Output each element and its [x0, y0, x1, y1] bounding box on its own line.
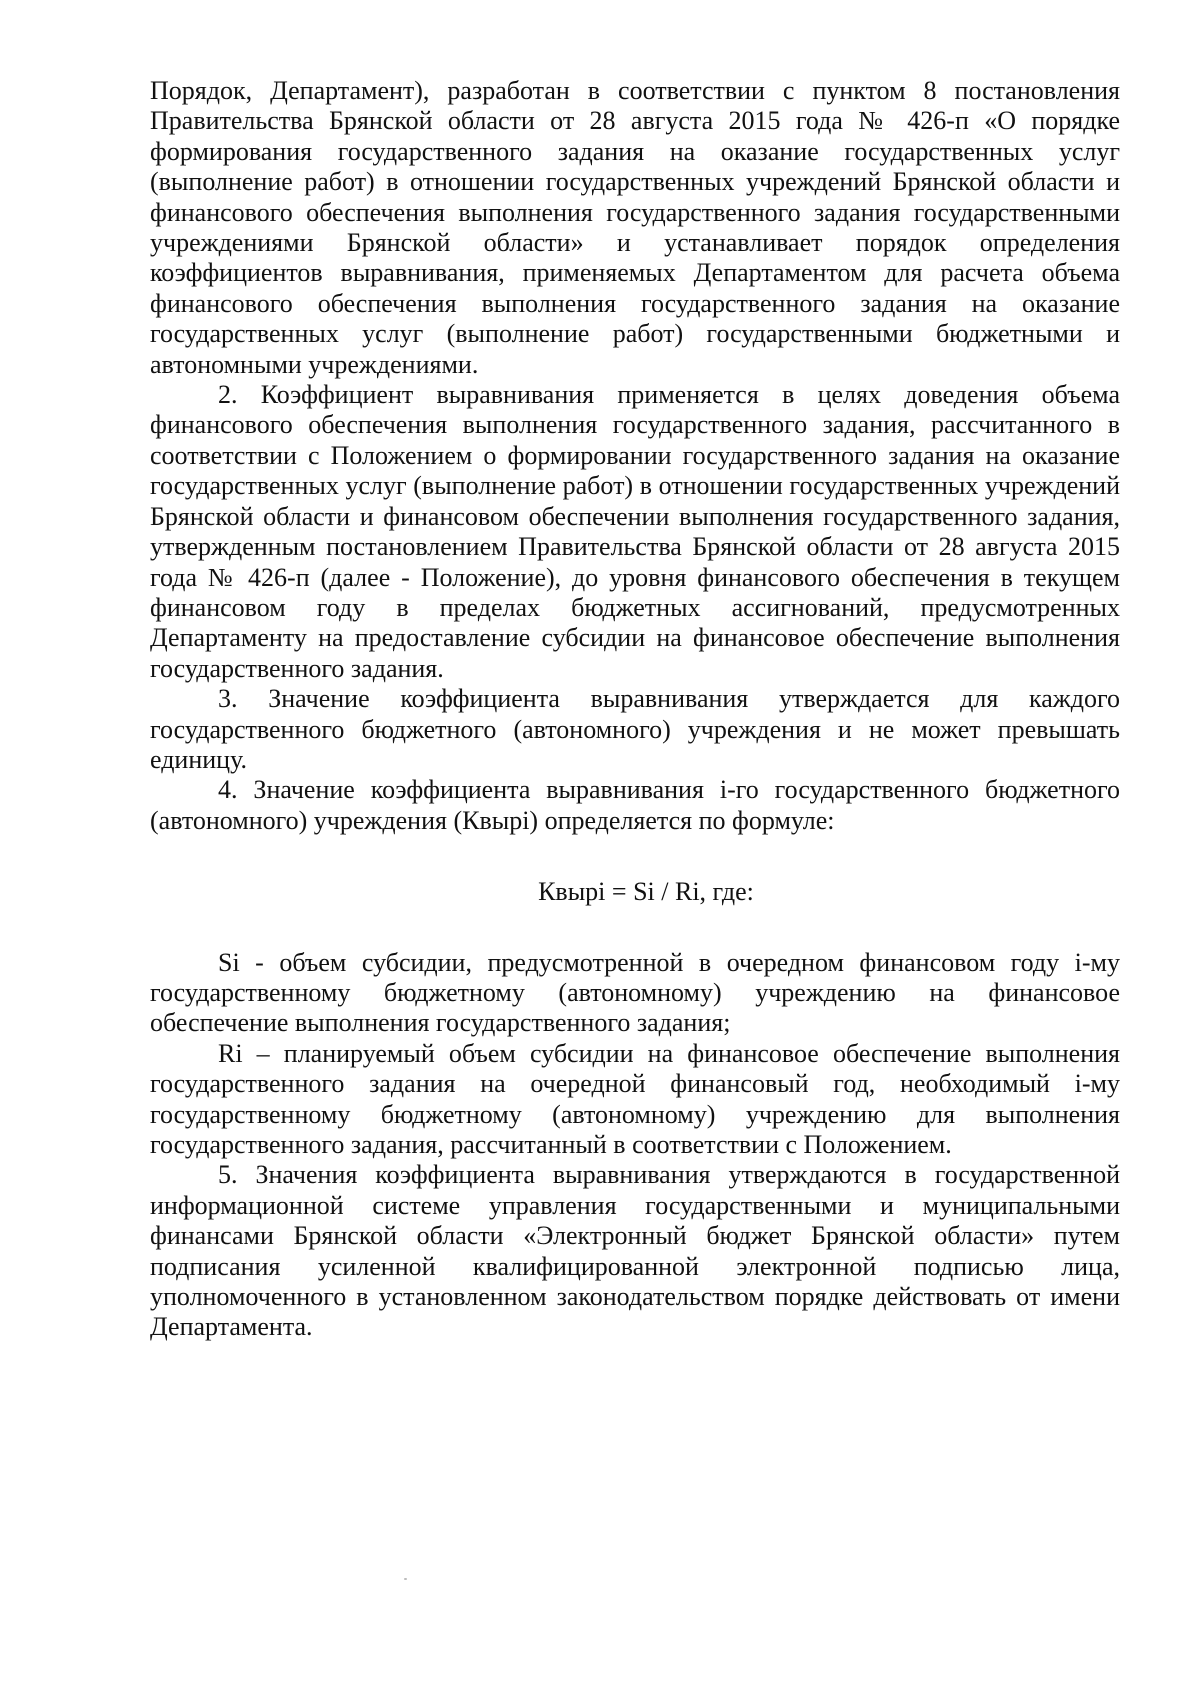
paragraph-intro: Порядок, Департамент), разработан в соответствии с пунктом 8 постановления Правительства Брянской области от 28 августа 2015 года № 426-п «О порядке формирования государственного задания на оказание государственных услуг (выполнение работ) в отношении государственных учреждений Брянской области и финансового обеспечения выполнения государственного задания государственными учреждениями Брянской области» и устанавливает порядок определения коэффициентов выравнивания, применяемых Департаментом для расчета объема финансового обеспечения выполнения государственного задания на оказание государственных услуг (выполнение работ) государственными бюджетными и автономными учреждениями.	[150, 76, 1120, 379]
document-body	[150, 76, 1120, 1343]
paragraph-2: 2. Коэффициент выравнивания применяется в целях доведения объема финансового обеспечения выполнения государственного задания, рассчитанного в соответствии с Положением о формировании государственного задания на оказание государственных услуг (выполнение работ) в отношении государственных учреждений Брянской области и финансовом обеспечении выполнения государственного задания, утвержденным постановлением Правительства Брянской области от 28 августа 2015 года № 426-п (далее - Положение), до уровня финансового обеспечения в текущем финансовом году в пределах бюджетных ассигнований, предусмотренных Департаменту на предоставление субсидии на финансовое обеспечение выполнения государственного задания.	[150, 380, 1120, 683]
paragraph-5: 5. Значения коэффициента выравнивания утверждаются в государственной информационной системе управления государственными и муниципальными финансами Брянской области «Электронный бюджет Брянской области» путем подписания усиленной квалифицированной электронной подписью лица, уполномоченного в установленном законодательством порядке действовать от имени Департамента.	[150, 1160, 1120, 1342]
scan-speck	[404, 1578, 407, 1580]
definition-si: Si - объем субсидии, предусмотренной в очередном финансовом году i-му государственному бюджетному (автономному) учреждению на финансовое обеспечение выполнения государственного задания;	[150, 947, 1120, 1038]
formula: Квырi = Si / Ri, где:	[538, 877, 754, 907]
paragraph-4: 4. Значение коэффициента выравнивания i-го государственного бюджетного (автономного) учреждения (Квырi) определяется по формуле:	[150, 775, 1120, 835]
definition-ri: Ri – планируемый объем субсидии на финансовое обеспечение выполнения государственного задания на очередной финансовый год, необходимый i-му государственному бюджетному (автономному) учреждению для выполнения государственного задания, рассчитанный в соответствии с Положением.	[150, 1038, 1120, 1159]
paragraph-3: 3. Значение коэффициента выравнивания утверждается для каждого государственного бюджетного (автономного) учреждения и не может превышать единицу.	[150, 684, 1120, 774]
